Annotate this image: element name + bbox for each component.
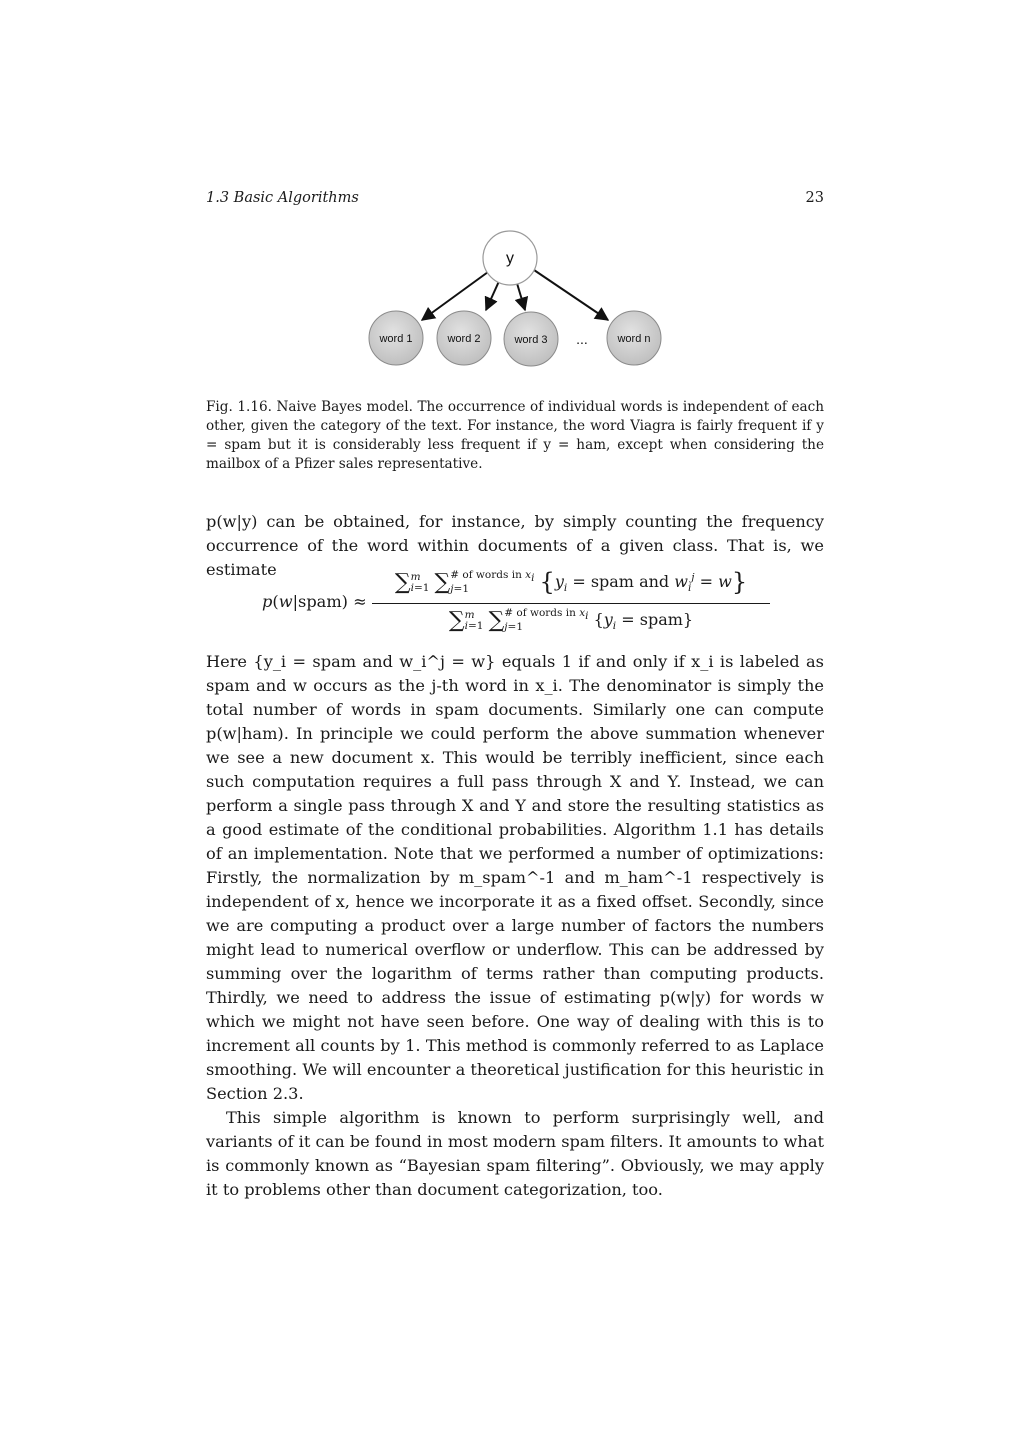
edge-word2 <box>486 279 500 310</box>
body-paragraphs <box>206 650 824 1202</box>
equation-lhs: p(w|spam) ≈ <box>262 592 367 611</box>
equation-denominator: ∑m i=1 ∑# of words in $x_i$ j=1 {$y_i$ = spam} <box>448 607 694 634</box>
word-node-n-label: word n <box>617 333 651 345</box>
paragraph-intro: p(w|y) can be obtained, for instance, by simply counting the frequency occurrence of the word within documents of a given class. That is, we estimate <box>206 512 824 579</box>
figure-caption: Fig. 1.16. Naive Bayes model. The occurrence of individual words is independent of each other, given the category of the text. For instance, the word Viagra is fairly frequent if y = spam but it is considerably less frequent if y = ham, except when considering the mailbox of a Pfizer sales representative. <box>206 399 824 472</box>
paragraph-closing: This simple algorithm is known to perform surprisingly well, and variants of it can be found in most modern spam filters. It amounts to what is commonly known as “Bayesian spam filtering”. Obviously, we may apply it to problems other than document categorization, too. <box>206 1108 824 1199</box>
root-node-label: y <box>506 250 514 267</box>
paragraph-main: Here {y_i = spam and w_i^j = w} equals 1 if and only if x_i is labeled as spam and w occurs as the j-th word in x_i. The denominator is simply the total number of words in spam documents. Similarly one can compute p(w|ham). In principle we could perform the above summation whenever we see a new document x. This would be terribly inefficient, since each such computation requires a full pass through X and Y. Instead, we can perform a single pass through X and Y and store the resulting statistics as a good estimate of the conditional probabilities. Algorithm 1.1 has details of an implementation. Note that we performed a number of optimizations: Firstly, the normalization by m_spam^-1 and m_ham^-1 respectively is independent of x, hence we incorporate it as a fixed offset. Secondly, since we are computing a product over a large number of factors the numbers might lead to numerical overflow or underflow. This can be addressed by summing over the logarithm of terms rather than computing products. Thirdly, we need to address the issue of estimating p(w|y) for words w which we might not have seen before. One way of dealing with this is to increment all counts by 1. This method is commonly referred to as Laplace smoothing. We will encounter a theoretical justification for this heuristic in Section 2.3. <box>206 652 824 1103</box>
fraction-bar <box>372 603 770 604</box>
page-number: 23 <box>805 190 824 206</box>
edge-wordn <box>534 270 608 320</box>
naive-bayes-graph <box>360 222 670 382</box>
naive-bayes-figure <box>360 222 670 382</box>
running-head <box>206 190 824 212</box>
equation-numerator: ∑m i=1 ∑# of words in $x_i$ j=1 {$y_i$ = spam and $w_i^j = w$} <box>394 568 748 596</box>
equation-fraction <box>372 566 770 638</box>
ellipsis: ... <box>576 331 588 347</box>
word-node-2-label: word 2 <box>447 333 481 345</box>
word-node-3-label: word 3 <box>514 334 548 346</box>
word-node-1-label: word 1 <box>379 333 413 345</box>
section-title: 1.3 Basic Algorithms <box>206 190 359 206</box>
equation-estimate <box>206 566 824 638</box>
